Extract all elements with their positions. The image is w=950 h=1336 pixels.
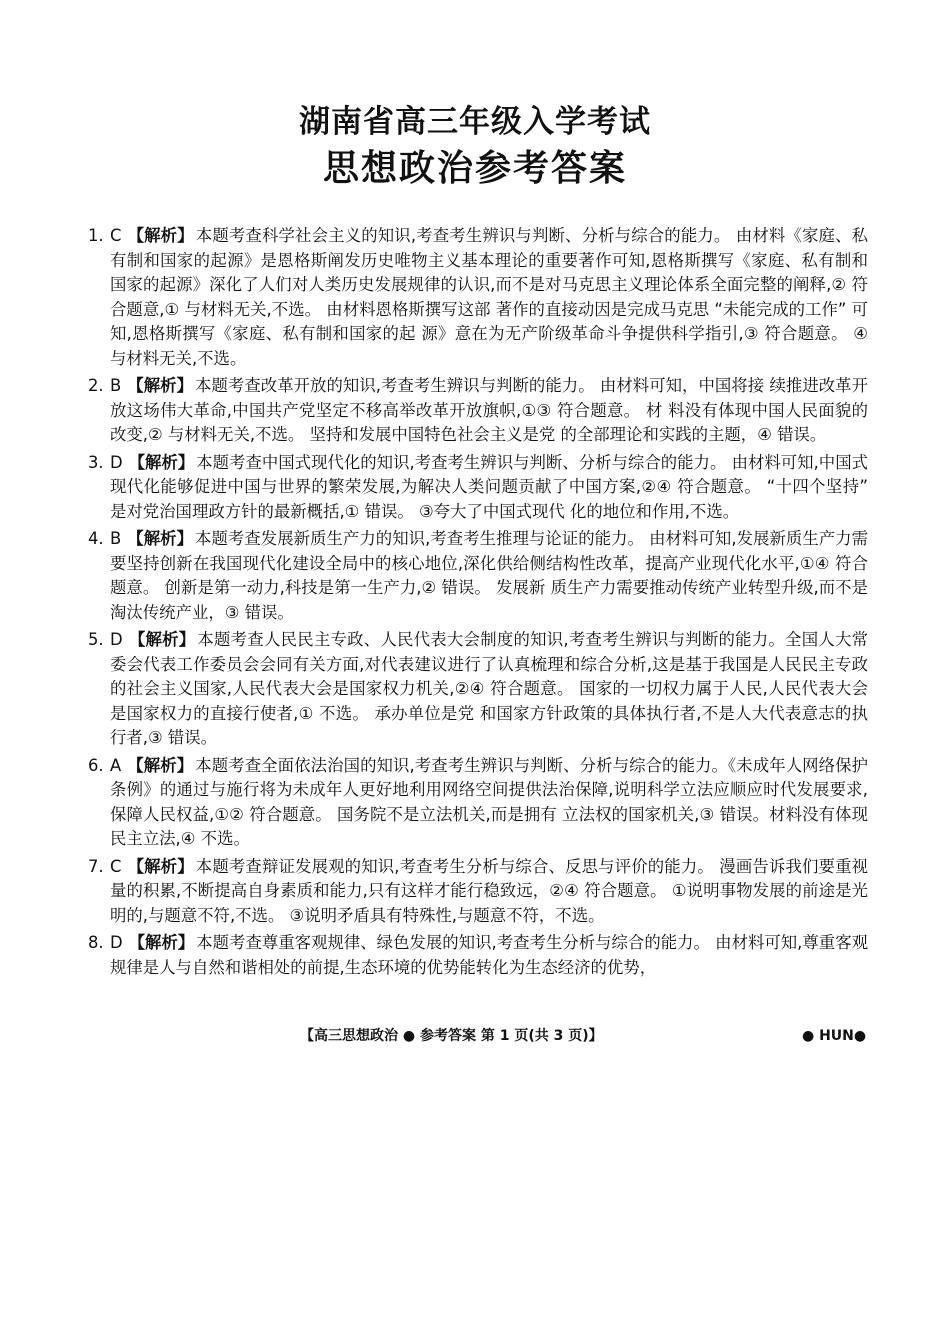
answer-number: 4. xyxy=(88,529,104,548)
answer-item-8 xyxy=(88,931,868,980)
answer-number: 5. xyxy=(88,630,104,649)
answer-number: 1. xyxy=(88,226,104,245)
answer-key-subtitle: 思想政治参考答案 xyxy=(322,148,627,189)
analysis-tag: 【解析】 xyxy=(128,452,195,472)
answer-number: 2. xyxy=(88,376,104,395)
answer-choice: D xyxy=(110,452,123,472)
analysis-tag: 【解析】 xyxy=(127,529,194,548)
answer-number: 8. xyxy=(88,933,104,952)
title-block xyxy=(0,100,950,194)
answer-item-4 xyxy=(88,527,868,625)
analysis-tag: 【解析】 xyxy=(128,933,195,952)
answer-item-6 xyxy=(88,754,868,852)
answer-explanation: 本题考查中国式现代化的知识,考查考生辨识与判断、分析与综合的能力。 由材料可知,中国式现代化能够促进中国与世界的繁荣发展,为解决人类问题贡献了中国方案,②④ 符合题意。 “十四个坚持” 是对党治国理政方针的最新概括,① 错误。 ③夸大了中国式现代 化的地位和作用,不选。 xyxy=(110,452,868,521)
analysis-tag: 【解析】 xyxy=(127,856,194,876)
region-code: ● HUN● xyxy=(802,1028,867,1044)
answer-explanation: 本题考查尊重客观规律、绿色发展的知识,考查考生分析与综合的能力。 由材料可知,尊重客观规律是人与自然和谐相处的前提,生态环境的优势能转化为生态经济的优势， xyxy=(110,933,868,977)
answer-explanation: 本题考查改革开放的知识,考查考生辨识与判断的能力。 由材料可知，中国将接 续推进改革开放这场伟大革命,中国共产党坚定不移高举改革开放旗帜,①③ 符合题意。 材 料没有体现中国人民面貌的改变,② 与材料无关,不选。 坚持和发展中国特色社会主义是党 的全部理论和实践的主题，④ 错误。 xyxy=(110,376,869,444)
analysis-tag: 【解析】 xyxy=(127,226,194,245)
answer-list xyxy=(88,224,868,983)
analysis-tag: 【解析】 xyxy=(127,755,194,775)
answer-number: 7. xyxy=(88,856,104,876)
answer-explanation: 本题考查全面依法治国的知识,考查考生辨识与判断、分析与综合的能力。《未成年人网络保护条例》的通过与施行将为未成年人更好地利用网络空间提供法治保障,说明科学立法应顺应时代发展要求,保障人民权益,①② 符合题意。 国务院不是立法机关,而是拥有 立法权的国家机关,③ 错误。材料没有体现民主立法,④ 不选。 xyxy=(110,755,869,848)
answer-choice: B xyxy=(110,529,122,548)
answer-item-1 xyxy=(88,224,868,371)
answer-item-7 xyxy=(88,855,868,929)
answer-item-3 xyxy=(88,451,868,525)
answer-explanation: 本题考查发展新质生产力的知识,考查考生推理与论证的能力。 由材料可知,发展新质生产力需要坚持创新在我国现代化建设全局中的核心地位,深化供给侧结构性改革，提高产业现代化水平,①④ 符合题意。 创新是第一动力,科技是第一生产力,② 错误。 发展新 质生产力需要推动传统产业转型升级,而不是淘汰传统产业，③ 错误。 xyxy=(110,529,869,622)
answer-choice: A xyxy=(110,755,122,775)
analysis-tag: 【解析】 xyxy=(128,630,196,649)
answer-choice: D xyxy=(110,630,123,649)
answer-explanation: 本题考查科学社会主义的知识,考查考生辨识与判断、分析与综合的能力。 由材料《家庭、私有制和国家的起源》是恩格斯阐发历史唯物主义基本理论的重要著作可知,恩格斯撰写《家庭、私有制和国家的起源》深化了人们对人类历史发展规律的认识,而不是对马克思主义理论体系全面完整的阐释,② 符合题意,① 与材料无关,不选。 由材料恩格斯撰写这部 著作的直接动因是完成马克思 “未能完成的工作” 可知,恩格斯撰写《家庭、私有制和国家的起 源》意在为无产阶级革命斗争提供科学指引,③ 符合题意。 ④与材料无关,不选。 xyxy=(110,226,869,368)
answer-item-5 xyxy=(88,628,868,751)
answer-choice: D xyxy=(110,933,123,952)
answer-number: 6. xyxy=(88,755,104,775)
answer-choice: B xyxy=(110,376,122,395)
answer-item-2 xyxy=(88,374,868,448)
answer-explanation: 本题考查人民民主专政、人民代表大会制度的知识,考查考生辨识与判断的能力。全国人大常委会代表工作委员会会同有关方面,对代表建议进行了认真梳理和综合分析,这是基于我国是人民民主专政的社会主义国家,人民代表大会是国家权力机关,②④ 符合题意。 国家的一切权力属于人民,人民代表大会是国家权力的直接行使者,① 不选。 承办单位是党 和国家方针政策的具体执行者,不是人大代表意志的执行者,③ 错误。 xyxy=(110,630,868,747)
page-indicator: 【高三思想政治 ● 参考答案 第 1 页(共 3 页)】 xyxy=(300,1028,603,1044)
answer-number: 3. xyxy=(88,452,104,472)
analysis-tag: 【解析】 xyxy=(127,376,194,395)
answer-explanation: 本题考查辩证发展观的知识,考查考生分析与综合、反思与评价的能力。 漫画告诉我们要重视量的积累,不断提高自身素质和能力,只有这样才能行稳致远，②④ 符合题意。 ①说明事物发展的前途是光明的,与题意不符,不选。 ③说明矛盾具有特殊性,与题意不符，不选。 xyxy=(110,856,869,925)
exam-title: 湖南省高三年级入学考试 xyxy=(299,104,651,140)
answer-choice: C xyxy=(110,856,122,876)
answer-choice: C xyxy=(110,226,122,245)
